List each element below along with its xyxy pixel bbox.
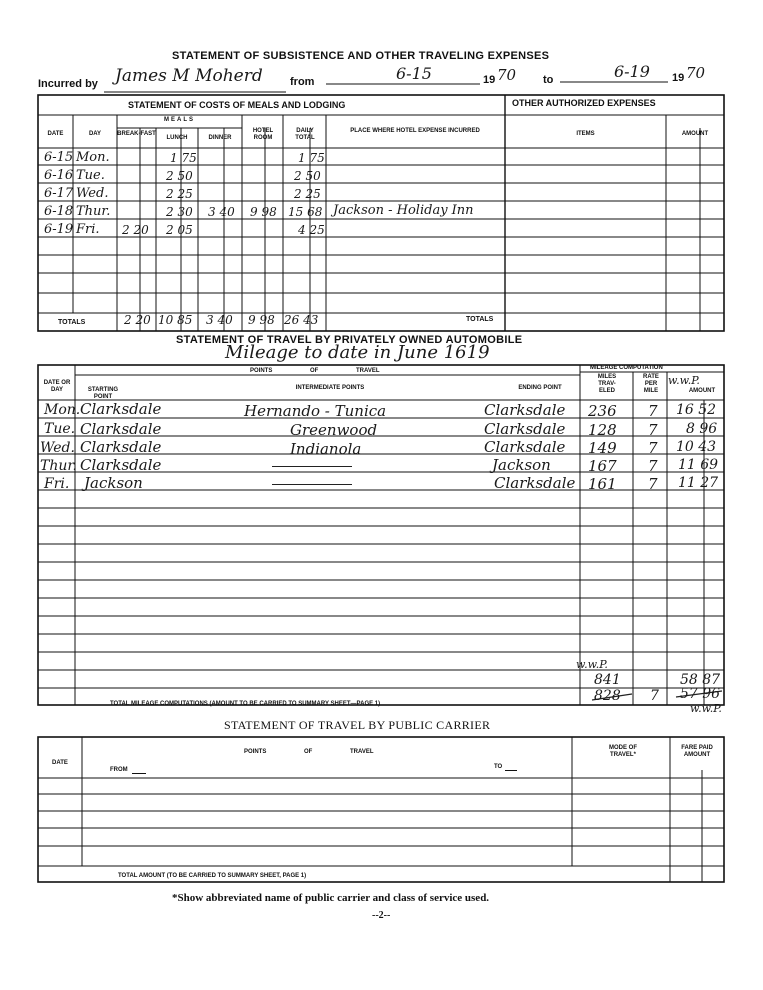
- meal-lunch: 2 25: [166, 187, 193, 201]
- auto-day: Wed.: [40, 440, 75, 456]
- meal-date: 6-18: [44, 204, 74, 219]
- col-daily-header: DAILY TOTAL: [295, 128, 315, 141]
- auto-end: Jackson: [492, 456, 551, 474]
- col-dinner-header: DINNER: [208, 135, 232, 141]
- col-date-header: DATE: [47, 131, 64, 137]
- total-daily: 26 43: [284, 313, 319, 327]
- year-prefix-2: 19: [672, 72, 685, 84]
- intermediate-dash: [272, 484, 352, 485]
- auto-miles: 167: [588, 457, 617, 475]
- auto-intermediate: Indianola: [290, 440, 362, 458]
- year-prefix-1: 19: [483, 74, 496, 86]
- to-label: to: [543, 74, 554, 86]
- auto-end: Clarksdale: [484, 420, 566, 438]
- to-date: 6-19: [614, 62, 650, 81]
- col-items-header: ITEMS: [576, 131, 595, 137]
- meal-daily: 1 75: [298, 151, 325, 165]
- auto-amount: 10 43: [676, 439, 717, 455]
- meal-day: Thur.: [76, 204, 111, 219]
- col-breakfast-header: BREAK-FAST: [117, 131, 156, 137]
- auto-day: Thur.: [40, 458, 77, 474]
- amount-correction-initials: w.w.P.: [690, 702, 722, 715]
- meal-lunch: 2 30: [166, 205, 193, 219]
- col-miles-header: MILES TRAV-ELED: [597, 374, 617, 394]
- col-day-header: DAY: [88, 131, 102, 137]
- auto-amount: 11 27: [678, 475, 719, 491]
- meal-daily: 4 25: [298, 223, 325, 237]
- auto-miles: 236: [588, 402, 617, 420]
- total-dinner: 3 40: [206, 313, 233, 327]
- carrier-col-date-header: DATE: [52, 760, 68, 766]
- from-label: from: [290, 76, 315, 88]
- incurred-by-label: Incurred by: [38, 78, 98, 90]
- auto-end: Clarksdale: [494, 474, 576, 492]
- carrier-from-line: [132, 773, 146, 774]
- meal-daily: 15 68: [288, 205, 323, 219]
- auto-col-date-header: DATE OR DAY: [43, 380, 71, 393]
- from-date: 6-15: [396, 64, 432, 83]
- col-ending-point-header: ENDING POINT: [518, 385, 562, 391]
- auto-start: Jackson: [84, 474, 143, 492]
- auto-day: Mon.: [44, 402, 81, 418]
- intermediate-dash: [272, 466, 352, 467]
- year-suffix-1: 70: [497, 66, 517, 84]
- auto-start: Clarksdale: [80, 400, 162, 418]
- total-mileage-label: TOTAL MILEAGE COMPUTATIONS (AMOUNT TO BE CARRIED TO SUMMARY SHEET—PAGE 1): [110, 701, 381, 707]
- auto-miles: 128: [588, 421, 617, 439]
- auto-section-title: STATEMENT OF TRAVEL BY PRIVATELY OWNED AUTOMOBILE: [176, 334, 523, 346]
- total-miles-struck: 828: [594, 688, 621, 704]
- total-rate: 7: [650, 688, 659, 704]
- meal-hotel: 9 98: [250, 205, 277, 219]
- auto-day: Tue.: [44, 421, 76, 437]
- meal-daily: 2 50: [294, 169, 321, 183]
- year-suffix-2: 70: [686, 64, 706, 82]
- points-of-travel-header: POINTS OF TRAVEL: [250, 368, 380, 374]
- auto-start: Clarksdale: [80, 456, 162, 474]
- auto-end: Clarksdale: [484, 438, 566, 456]
- carrier-to-line: [505, 770, 517, 771]
- miles-correction-initials: w.w.P.: [576, 658, 608, 671]
- meal-date: 6-17: [44, 186, 74, 201]
- col-starting-point-header: STARTING POINT: [87, 387, 119, 400]
- meal-lunch: 1 75: [170, 151, 197, 165]
- col-meals-header: MEALS: [164, 117, 195, 123]
- col-auto-amount-header: AMOUNT: [688, 388, 716, 394]
- meal-daily: 2 25: [294, 187, 321, 201]
- carrier-from-label: FROM: [110, 767, 128, 773]
- meal-date: 6-16: [44, 168, 74, 183]
- total-miles-corrected: 841: [594, 672, 621, 688]
- auto-rate: 7: [648, 475, 658, 493]
- carrier-fare-header: FARE PAID AMOUNT: [681, 745, 713, 758]
- meal-date: 6-15: [44, 150, 74, 165]
- meal-day: Tue.: [76, 168, 105, 183]
- other-expenses-title: OTHER AUTHORIZED EXPENSES: [512, 98, 656, 108]
- total-breakfast: 2 20: [124, 313, 151, 327]
- meal-day: Mon.: [76, 150, 110, 165]
- auto-day: Fri.: [44, 476, 70, 492]
- meal-lunch: 2 50: [166, 169, 193, 183]
- meal-day: Fri.: [76, 222, 100, 237]
- carrier-mode-header: MODE OF TRAVEL*: [609, 745, 637, 758]
- page-number: --2--: [372, 910, 391, 921]
- auto-amount: 8 96: [686, 421, 718, 437]
- auto-rate: 7: [648, 457, 658, 475]
- mileage-to-date-note: Mileage to date in June 1619: [225, 342, 490, 363]
- auto-start: Clarksdale: [80, 420, 162, 438]
- carrier-to-label: TO: [494, 764, 503, 770]
- col-rate-header: RATE PER MILE: [643, 374, 659, 394]
- total-lunch: 10 85: [158, 313, 193, 327]
- meal-lunch: 2 05: [166, 223, 193, 237]
- auto-rate: 7: [648, 402, 658, 420]
- col-intermediate-header: INTERMEDIATE POINTS: [295, 385, 365, 391]
- total-amount-corrected: 58 87: [680, 672, 721, 688]
- auto-intermediate: Hernando - Tunica: [244, 402, 387, 420]
- meal-place: Jackson - Holiday Inn: [333, 203, 474, 218]
- auto-rate: 7: [648, 439, 658, 457]
- auto-miles: 149: [588, 439, 617, 457]
- auto-amount: 11 69: [678, 457, 719, 473]
- carrier-footnote: *Show abbreviated name of public carrier and class of service used.: [172, 892, 490, 904]
- auto-start: Clarksdale: [80, 438, 162, 456]
- incurred-by-name: James M Moherd: [115, 66, 263, 86]
- total-amount-struck: 57 96: [680, 686, 721, 702]
- carrier-total-label: TOTAL AMOUNT (TO BE CARRIED TO SUMMARY SHEET, PAGE 1): [118, 873, 307, 879]
- form-title: STATEMENT OF SUBSISTENCE AND OTHER TRAVELING EXPENSES: [172, 50, 550, 62]
- auto-miles: 161: [588, 475, 617, 493]
- meal-breakfast: 2 20: [122, 223, 149, 237]
- meal-date: 6-19: [44, 222, 74, 237]
- meals-totals-label: TOTALS: [58, 319, 86, 326]
- col-place-header: PLACE WHERE HOTEL EXPENSE INCURRED: [350, 128, 480, 134]
- meal-day: Wed.: [76, 186, 109, 201]
- col-amount-header: AMOUNT: [681, 131, 709, 137]
- other-totals-label: TOTALS: [466, 316, 494, 323]
- meal-dinner: 3 40: [208, 205, 235, 219]
- carrier-points-header: POINTS OF TRAVEL: [244, 749, 374, 755]
- meals-section-title: STATEMENT OF COSTS OF MEALS AND LODGING: [128, 100, 346, 110]
- col-hotel-header: HOTEL ROOM: [252, 128, 274, 141]
- mileage-computation-header: MILEAGE COMPUTATION: [590, 365, 663, 371]
- auto-intermediate: Greenwood: [290, 421, 378, 439]
- total-hotel: 9 98: [248, 313, 275, 327]
- auto-rate: 7: [648, 421, 658, 439]
- auto-amount: 16 52: [676, 402, 717, 418]
- col-lunch-header: LUNCH: [166, 135, 188, 141]
- amount-initials: w.w.P.: [668, 374, 700, 387]
- auto-end: Clarksdale: [484, 401, 566, 419]
- carrier-section-title: STATEMENT OF TRAVEL BY PUBLIC CARRIER: [224, 718, 491, 732]
